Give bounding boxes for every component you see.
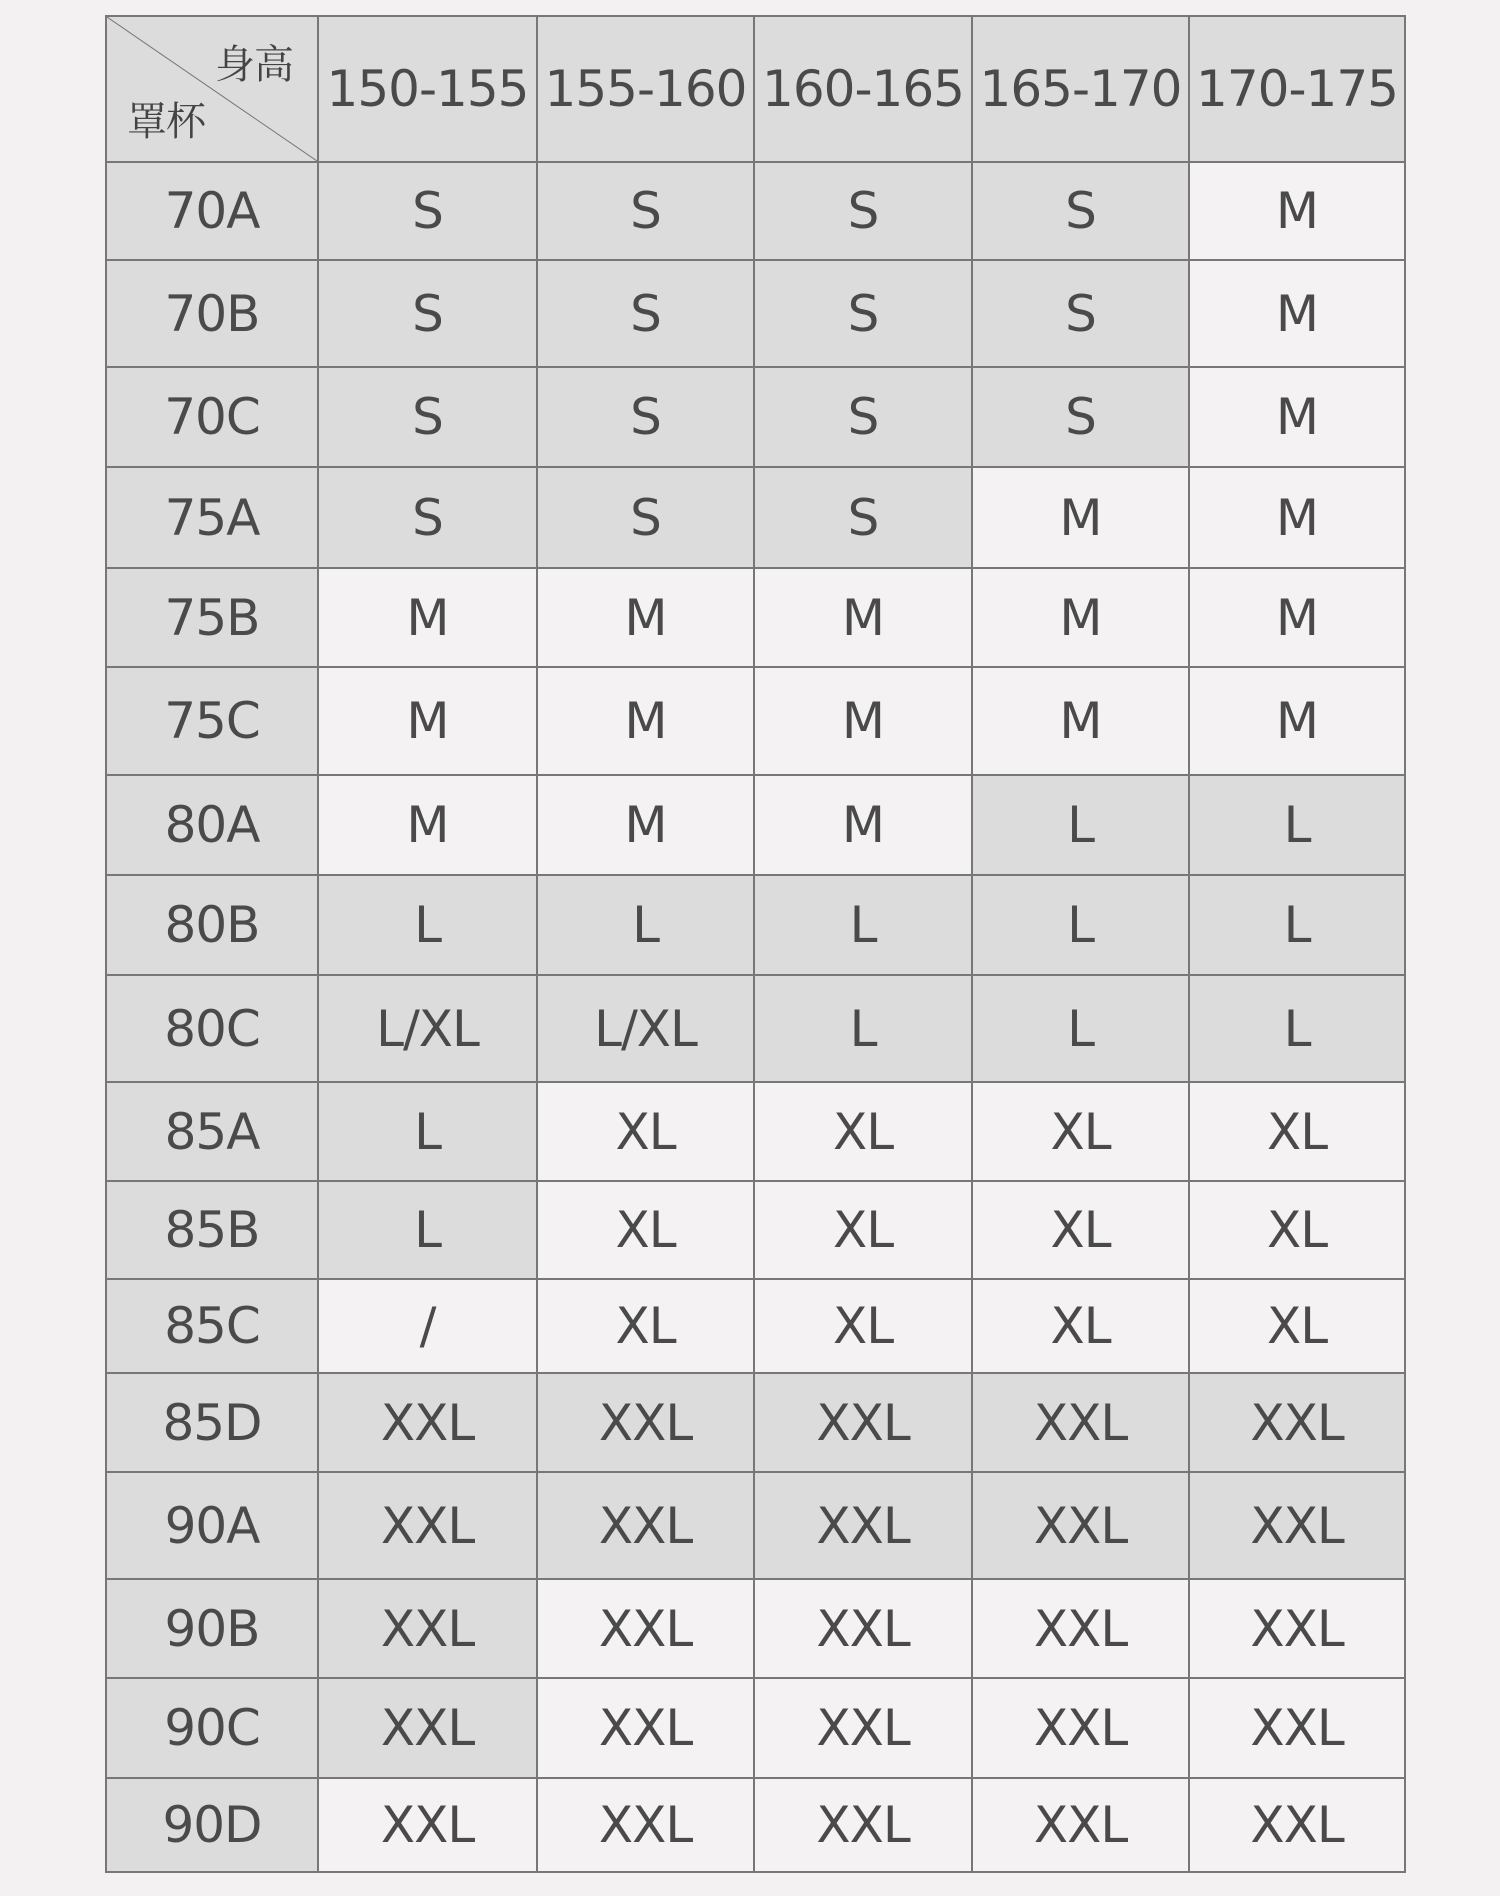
row-header: 90A [106, 1472, 318, 1579]
header-row [106, 16, 1405, 162]
size-cell: XXL [318, 1373, 537, 1472]
size-cell: XXL [537, 1678, 754, 1778]
row-header: 70B [106, 260, 318, 367]
size-cell: XXL [972, 1373, 1189, 1472]
size-cell: M [1189, 467, 1405, 568]
table-row [106, 875, 1405, 975]
size-cell: L [754, 875, 972, 975]
size-cell: / [318, 1279, 537, 1373]
size-cell: XL [972, 1181, 1189, 1279]
size-cell: XL [537, 1279, 754, 1373]
table-row [106, 1678, 1405, 1778]
row-header: 70A [106, 162, 318, 260]
corner-header-cell [106, 16, 318, 162]
table-row [106, 260, 1405, 367]
size-cell: XXL [1189, 1579, 1405, 1678]
size-cell: M [537, 568, 754, 667]
size-cell: L/XL [318, 975, 537, 1082]
size-cell: M [318, 568, 537, 667]
size-cell: S [318, 467, 537, 568]
row-header: 75B [106, 568, 318, 667]
row-header: 90C [106, 1678, 318, 1778]
size-cell: L [972, 775, 1189, 875]
table-row [106, 1181, 1405, 1279]
cup-axis-label: 罩杯 [127, 99, 205, 145]
size-cell: L [1189, 875, 1405, 975]
size-cell: XXL [537, 1579, 754, 1678]
size-cell: XXL [754, 1778, 972, 1872]
size-cell: XXL [972, 1778, 1189, 1872]
size-cell: S [754, 467, 972, 568]
size-cell: M [537, 775, 754, 875]
row-header: 85A [106, 1082, 318, 1181]
size-cell: S [754, 367, 972, 467]
table-row [106, 1472, 1405, 1579]
size-cell: M [318, 667, 537, 775]
size-cell: L [318, 875, 537, 975]
size-cell: S [318, 260, 537, 367]
size-cell: M [972, 667, 1189, 775]
size-cell: XXL [972, 1472, 1189, 1579]
size-cell: S [972, 367, 1189, 467]
size-cell: XL [754, 1082, 972, 1181]
size-cell: XL [537, 1082, 754, 1181]
size-cell: M [318, 775, 537, 875]
size-cell: XXL [537, 1472, 754, 1579]
size-cell: XL [972, 1279, 1189, 1373]
size-cell: M [754, 568, 972, 667]
size-cell: XXL [537, 1778, 754, 1872]
size-cell: XL [972, 1082, 1189, 1181]
table-row [106, 162, 1405, 260]
size-cell: S [318, 367, 537, 467]
size-cell: XXL [318, 1678, 537, 1778]
size-cell: M [1189, 568, 1405, 667]
row-header: 80B [106, 875, 318, 975]
column-header: 165-170 [972, 16, 1189, 162]
size-cell: L [1189, 975, 1405, 1082]
size-cell: XL [1189, 1082, 1405, 1181]
size-cell: XXL [754, 1579, 972, 1678]
column-header: 150-155 [318, 16, 537, 162]
row-header: 70C [106, 367, 318, 467]
row-header: 75A [106, 467, 318, 568]
height-axis-label: 身高 [215, 42, 293, 88]
row-header: 90B [106, 1579, 318, 1678]
row-header: 85D [106, 1373, 318, 1472]
size-cell: L [318, 1181, 537, 1279]
table-row [106, 1279, 1405, 1373]
size-table [105, 15, 1406, 1873]
size-cell: M [1189, 667, 1405, 775]
size-cell: S [537, 162, 754, 260]
size-cell: XXL [754, 1373, 972, 1472]
table-row [106, 975, 1405, 1082]
size-cell: L [537, 875, 754, 975]
table-row [106, 1778, 1405, 1872]
table-row [106, 1579, 1405, 1678]
size-cell: L/XL [537, 975, 754, 1082]
size-cell: M [1189, 162, 1405, 260]
size-cell: S [537, 367, 754, 467]
size-cell: XXL [318, 1472, 537, 1579]
size-cell: XL [1189, 1279, 1405, 1373]
table-row [106, 1373, 1405, 1472]
table-row [106, 667, 1405, 775]
size-cell: XL [1189, 1181, 1405, 1279]
size-chart [105, 15, 1404, 1873]
size-cell: M [972, 568, 1189, 667]
size-cell: XXL [537, 1373, 754, 1472]
table-row [106, 568, 1405, 667]
size-cell: S [318, 162, 537, 260]
size-cell: S [754, 260, 972, 367]
size-cell: M [1189, 260, 1405, 367]
row-header: 80A [106, 775, 318, 875]
size-cell: XXL [972, 1678, 1189, 1778]
size-cell: M [754, 775, 972, 875]
row-header: 85C [106, 1279, 318, 1373]
table-row [106, 1082, 1405, 1181]
size-cell: XXL [1189, 1472, 1405, 1579]
size-cell: S [537, 467, 754, 568]
size-cell: L [972, 875, 1189, 975]
row-header: 85B [106, 1181, 318, 1279]
size-cell: M [754, 667, 972, 775]
size-cell: XXL [318, 1778, 537, 1872]
table-row [106, 467, 1405, 568]
row-header: 80C [106, 975, 318, 1082]
size-cell: S [537, 260, 754, 367]
size-cell: XXL [318, 1579, 537, 1678]
size-cell: S [972, 162, 1189, 260]
size-cell: XL [537, 1181, 754, 1279]
size-cell: L [318, 1082, 537, 1181]
row-header: 90D [106, 1778, 318, 1872]
size-cell: L [1189, 775, 1405, 875]
size-cell: XXL [754, 1472, 972, 1579]
size-cell: XL [754, 1181, 972, 1279]
size-cell: L [754, 975, 972, 1082]
column-header: 160-165 [754, 16, 972, 162]
table-row [106, 367, 1405, 467]
size-cell: XXL [972, 1579, 1189, 1678]
size-cell: L [972, 975, 1189, 1082]
size-cell: XXL [1189, 1678, 1405, 1778]
column-header: 170-175 [1189, 16, 1405, 162]
size-cell: S [972, 260, 1189, 367]
size-cell: XXL [754, 1678, 972, 1778]
row-header: 75C [106, 667, 318, 775]
size-cell: S [754, 162, 972, 260]
column-header: 155-160 [537, 16, 754, 162]
size-cell: M [972, 467, 1189, 568]
size-cell: M [1189, 367, 1405, 467]
size-cell: XXL [1189, 1373, 1405, 1472]
size-cell: XL [754, 1279, 972, 1373]
size-cell: M [537, 667, 754, 775]
table-row [106, 775, 1405, 875]
size-cell: XXL [1189, 1778, 1405, 1872]
